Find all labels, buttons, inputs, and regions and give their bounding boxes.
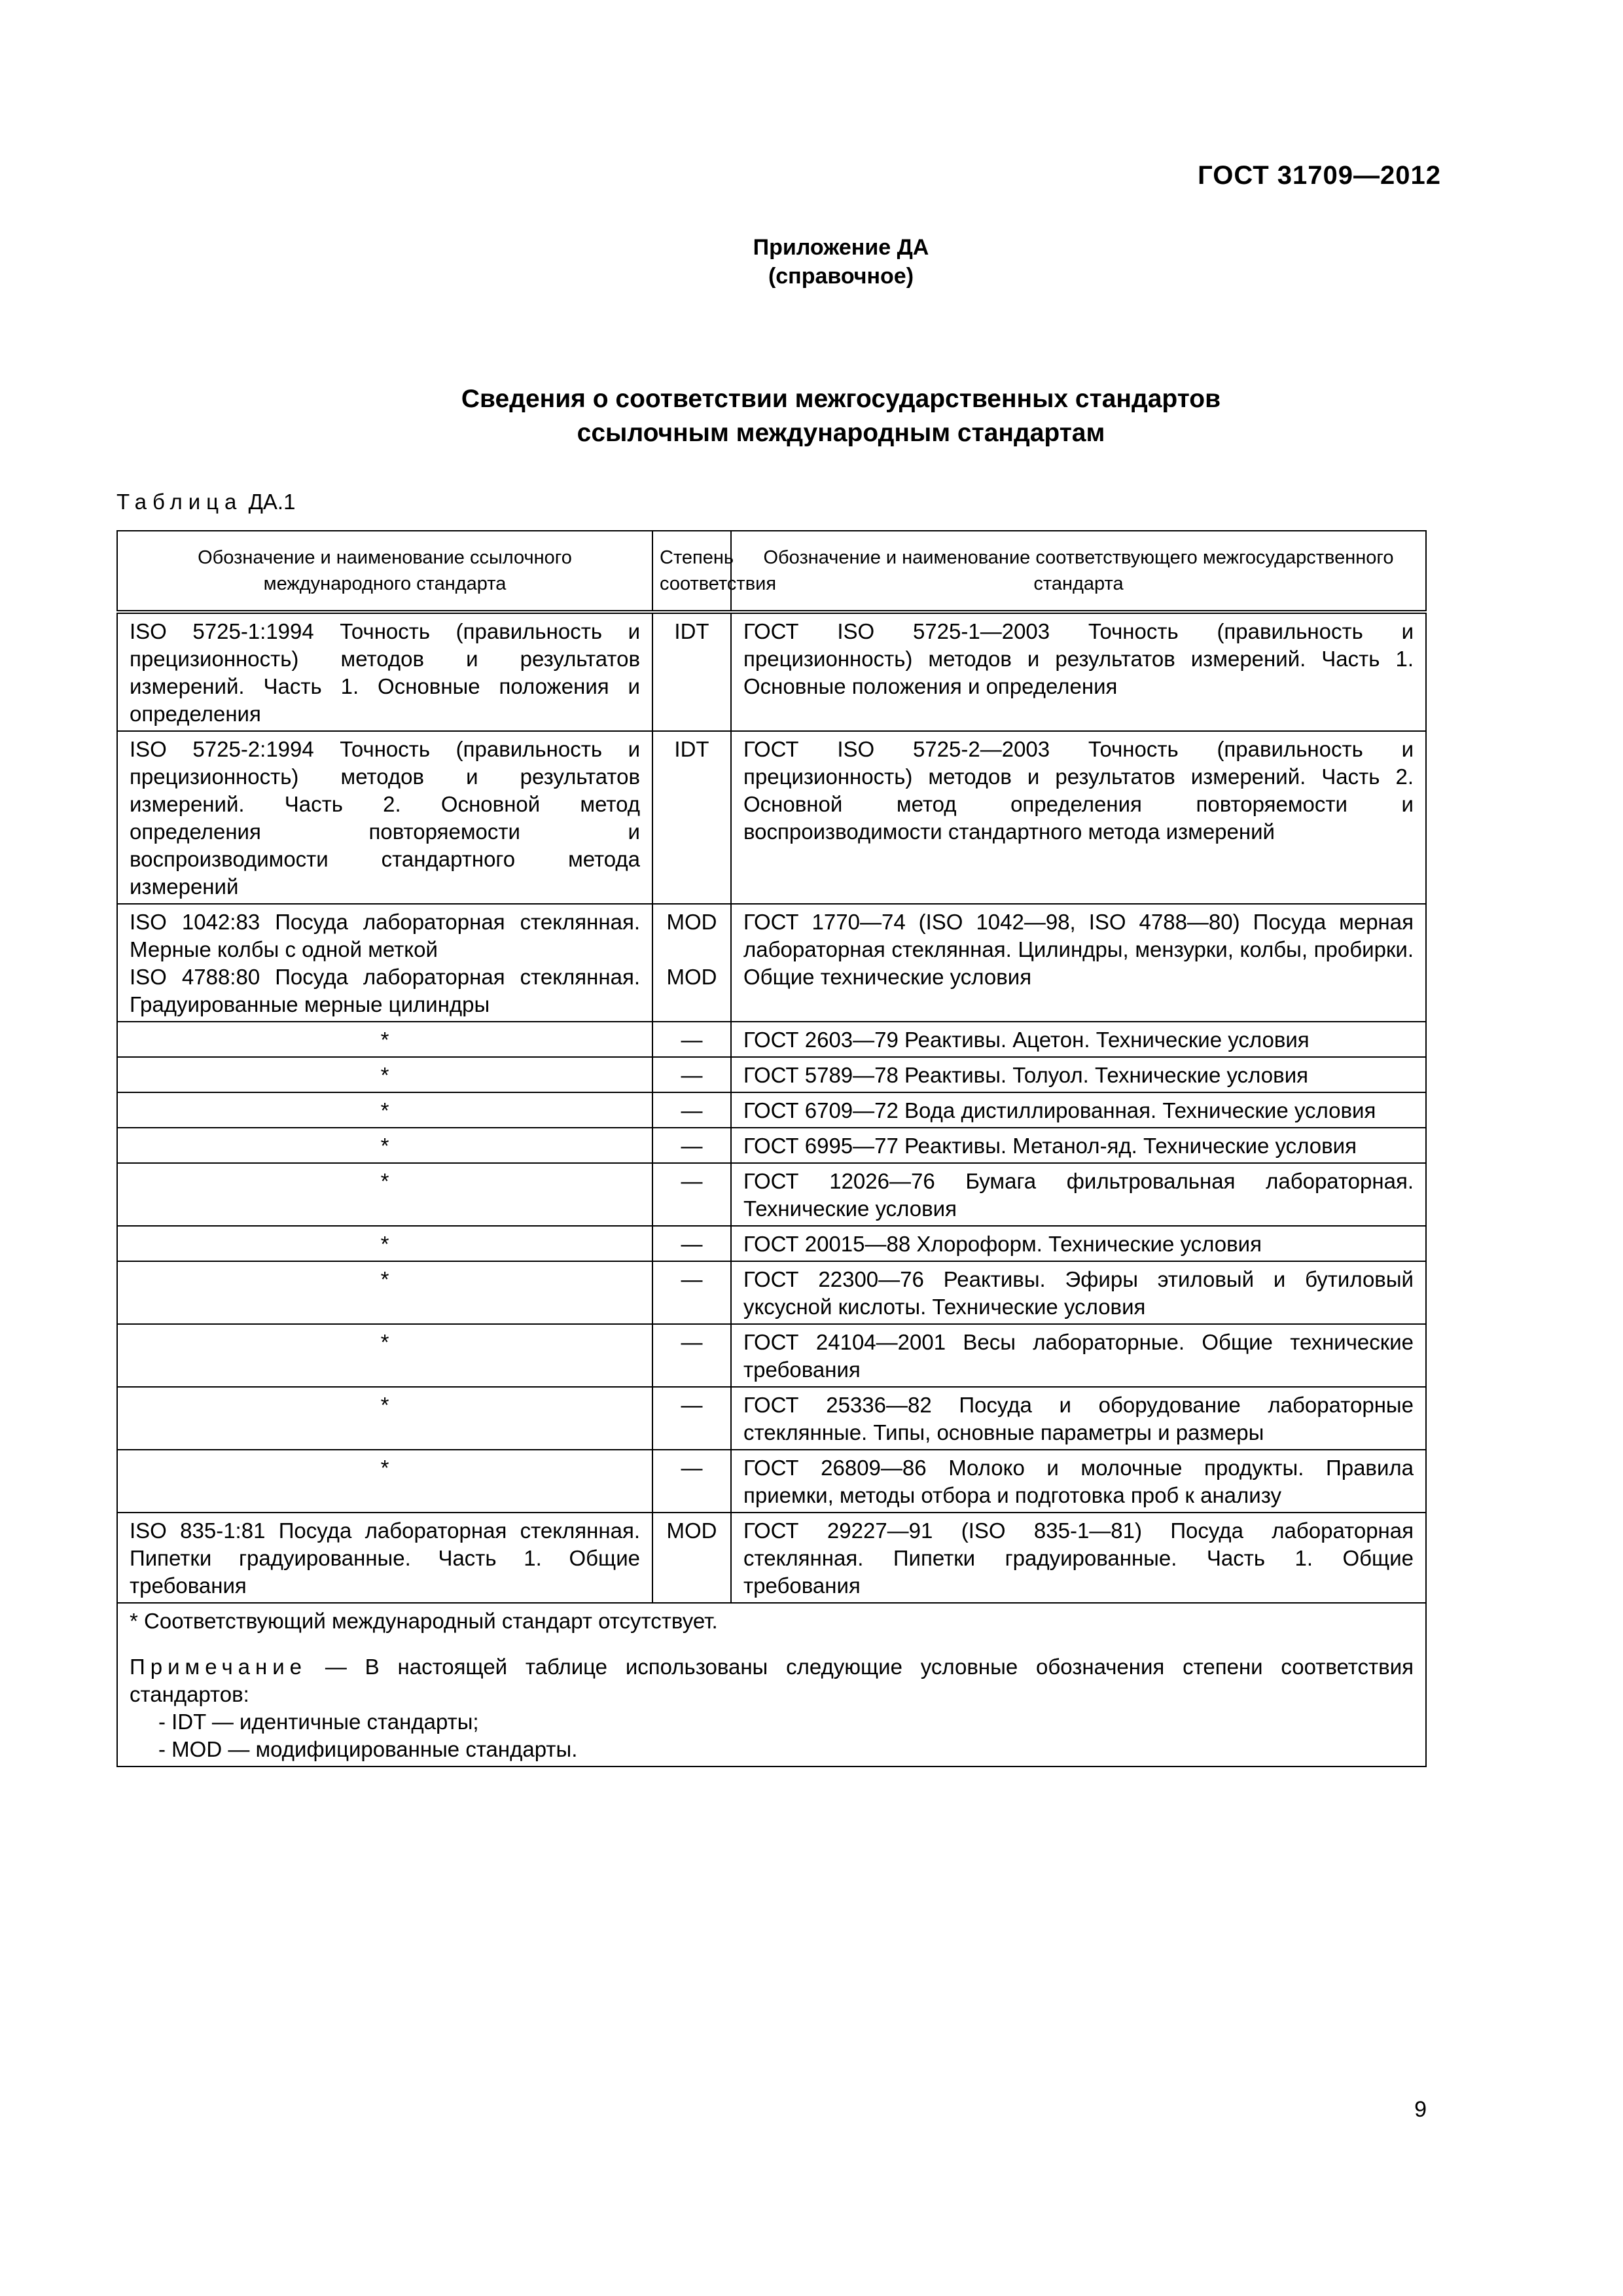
column-header-interstate: Обозначение и наименование соответствующего межгосударственного стандарта [731,531,1426,612]
table-row [117,1128,1426,1163]
cell-international-standard: * [117,1092,652,1128]
cell-international-standard: * [117,1261,652,1324]
degree-value: — [681,1169,703,1193]
table-row [117,1387,1426,1450]
table-row [117,1163,1426,1226]
note-word: Примечание [130,1655,308,1679]
table-label-word: Таблица [116,490,243,514]
degree-value: — [681,1232,703,1256]
degree-value: — [681,1098,703,1122]
cell-degree [652,1022,731,1057]
table-row [117,612,1426,731]
note-item-idt: - IDT — идентичные стандарты; [158,1710,479,1734]
section-title-line-2: ссылочным международным стандартам [577,419,1105,447]
cell-international-standard: * [117,1324,652,1387]
cell-international-standard: * [117,1022,652,1057]
table-row [117,904,1426,1022]
page-number: 9 [1414,2097,1427,2122]
table-notes [117,1603,1426,1767]
cell-international-standard: * [117,1128,652,1163]
appendix-title: Приложение ДА [753,235,929,260]
table-row [117,1092,1426,1128]
table-row [117,1057,1426,1092]
cell-degree [652,1261,731,1324]
cell-degree [652,1226,731,1261]
cell-international-standard: * [117,1163,652,1226]
cell-degree [652,1128,731,1163]
table-row [117,731,1426,904]
cell-interstate-standard: ГОСТ ISO 5725-1—2003 Точность (правильность и прецизионность) методов и результатов измерений. Часть 1. Основные положения и определения [731,612,1426,731]
degree-value: — [681,1063,703,1087]
note-heading [130,1653,1414,1708]
cell-international-standard: ISO 835-1:81 Посуда лабораторная стеклянная. Пипетки градуированные. Часть 1. Общие требования [117,1513,652,1603]
cell-interstate-standard: ГОСТ 6709—72 Вода дистиллированная. Технические условия [731,1092,1426,1128]
column-header-international: Обозначение и наименование ссылочного международного стандарта [117,531,652,612]
cell-international-standard: * [117,1387,652,1450]
cell-interstate-standard: ГОСТ 6995—77 Реактивы. Метанол-яд. Технические условия [731,1128,1426,1163]
international-standard-entry: ISO 4788:80 Посуда лабораторная стеклянная. Градуированные мерные цилиндры [130,965,640,1016]
note-item-mod: - MOD — модифицированные стандарты. [158,1737,578,1761]
cell-interstate-standard: ГОСТ 1770—74 (ISO 1042—98, ISO 4788—80) Посуда мерная лабораторная стеклянная. Цилиндры, мензурки, колбы, пробирки. Общие технические условия [731,904,1426,1022]
degree-value: MOD [666,1518,717,1543]
international-standard-entry: ISO 1042:83 Посуда лабораторная стеклянная. Мерные колбы с одной меткой [130,910,640,961]
cell-degree [652,612,731,731]
degree-value: — [681,1456,703,1480]
cell-degree [652,1163,731,1226]
cell-degree [652,1513,731,1603]
degree-value: IDT [674,619,709,643]
cell-degree [652,1387,731,1450]
cell-degree [652,904,731,1022]
degree-value: — [681,1330,703,1354]
degree-value: — [681,1028,703,1052]
degree-value: IDT [674,737,709,761]
cell-international-standard: * [117,1226,652,1261]
cell-interstate-standard: ГОСТ 22300—76 Реактивы. Эфиры этиловый и бутиловый уксусной кислоты. Технические условия [731,1261,1426,1324]
degree-value: MOD [666,965,717,989]
table-row [117,1513,1426,1603]
table-row [117,1261,1426,1324]
cell-international-standard: * [117,1057,652,1092]
degree-value: — [681,1134,703,1158]
appendix-heading [0,233,1623,291]
cell-interstate-standard: ГОСТ 2603—79 Реактивы. Ацетон. Технические условия [731,1022,1426,1057]
section-title-line-1: Сведения о соответствии межгосударственных стандартов [461,385,1221,413]
table-row [117,1226,1426,1261]
cell-interstate-standard: ГОСТ 26809—86 Молоко и молочные продукты. Правила приемки, методы отбора и подготовка проб к анализу [731,1450,1426,1513]
table-body [117,612,1426,1603]
table-label-number: ДА.1 [248,490,296,514]
cell-international-standard: ISO 5725-1:1994 Точность (правильность и прецизионность) методов и результатов измерений. Часть 1. Основные положения и определения [117,612,652,731]
cell-interstate-standard: ГОСТ 12026—76 Бумага фильтровальная лабораторная. Технические условия [731,1163,1426,1226]
cell-interstate-standard: ГОСТ 24104—2001 Весы лабораторные. Общие технические требования [731,1324,1426,1387]
degree-value: MOD [666,910,717,934]
degree-spacer [665,936,719,963]
section-title [0,382,1623,450]
cell-international-standard: * [117,1450,652,1513]
cell-interstate-standard: ГОСТ 20015—88 Хлороформ. Технические условия [731,1226,1426,1261]
column-header-degree: Степень соответствия [652,531,731,612]
degree-value: — [681,1267,703,1291]
cell-interstate-standard: ГОСТ ISO 5725-2—2003 Точность (правильность и прецизионность) методов и результатов измерений. Часть 2. Основной метод определения повторяемости и воспроизводимости стандартного метода измерений [731,731,1426,904]
cell-international-standard: ISO 5725-2:1994 Точность (правильность и прецизионность) методов и результатов измерений. Часть 2. Основной метод определения повторяемости и воспроизводимости стандартного метода измерений [117,731,652,904]
table-row [117,1324,1426,1387]
degree-value: — [681,1393,703,1417]
notes-row [117,1603,1426,1767]
appendix-subtitle: (справочное) [768,264,914,289]
table-row [117,1450,1426,1513]
footnote-star: * Соответствующий международный стандарт отсутствует. [130,1609,718,1633]
document-code: ГОСТ 31709—2012 [1198,161,1441,190]
cell-degree [652,1324,731,1387]
cell-degree [652,731,731,904]
table-row [117,1022,1426,1057]
correspondence-table [116,530,1427,1767]
cell-international-standard [117,904,652,1022]
cell-interstate-standard: ГОСТ 25336—82 Посуда и оборудование лабораторные стеклянные. Типы, основные параметры и размеры [731,1387,1426,1450]
table-label [116,490,295,514]
note-text: — В настоящей таблице использованы следующие условные обозначения степени соответствия стандартов: [130,1655,1414,1706]
cell-degree [652,1450,731,1513]
cell-degree [652,1057,731,1092]
cell-interstate-standard: ГОСТ 5789—78 Реактивы. Толуол. Технические условия [731,1057,1426,1092]
cell-interstate-standard: ГОСТ 29227—91 (ISO 835-1—81) Посуда лабораторная стеклянная. Пипетки градуированные. Часть 1. Общие требования [731,1513,1426,1603]
table-header-row [117,531,1426,612]
cell-degree [652,1092,731,1128]
